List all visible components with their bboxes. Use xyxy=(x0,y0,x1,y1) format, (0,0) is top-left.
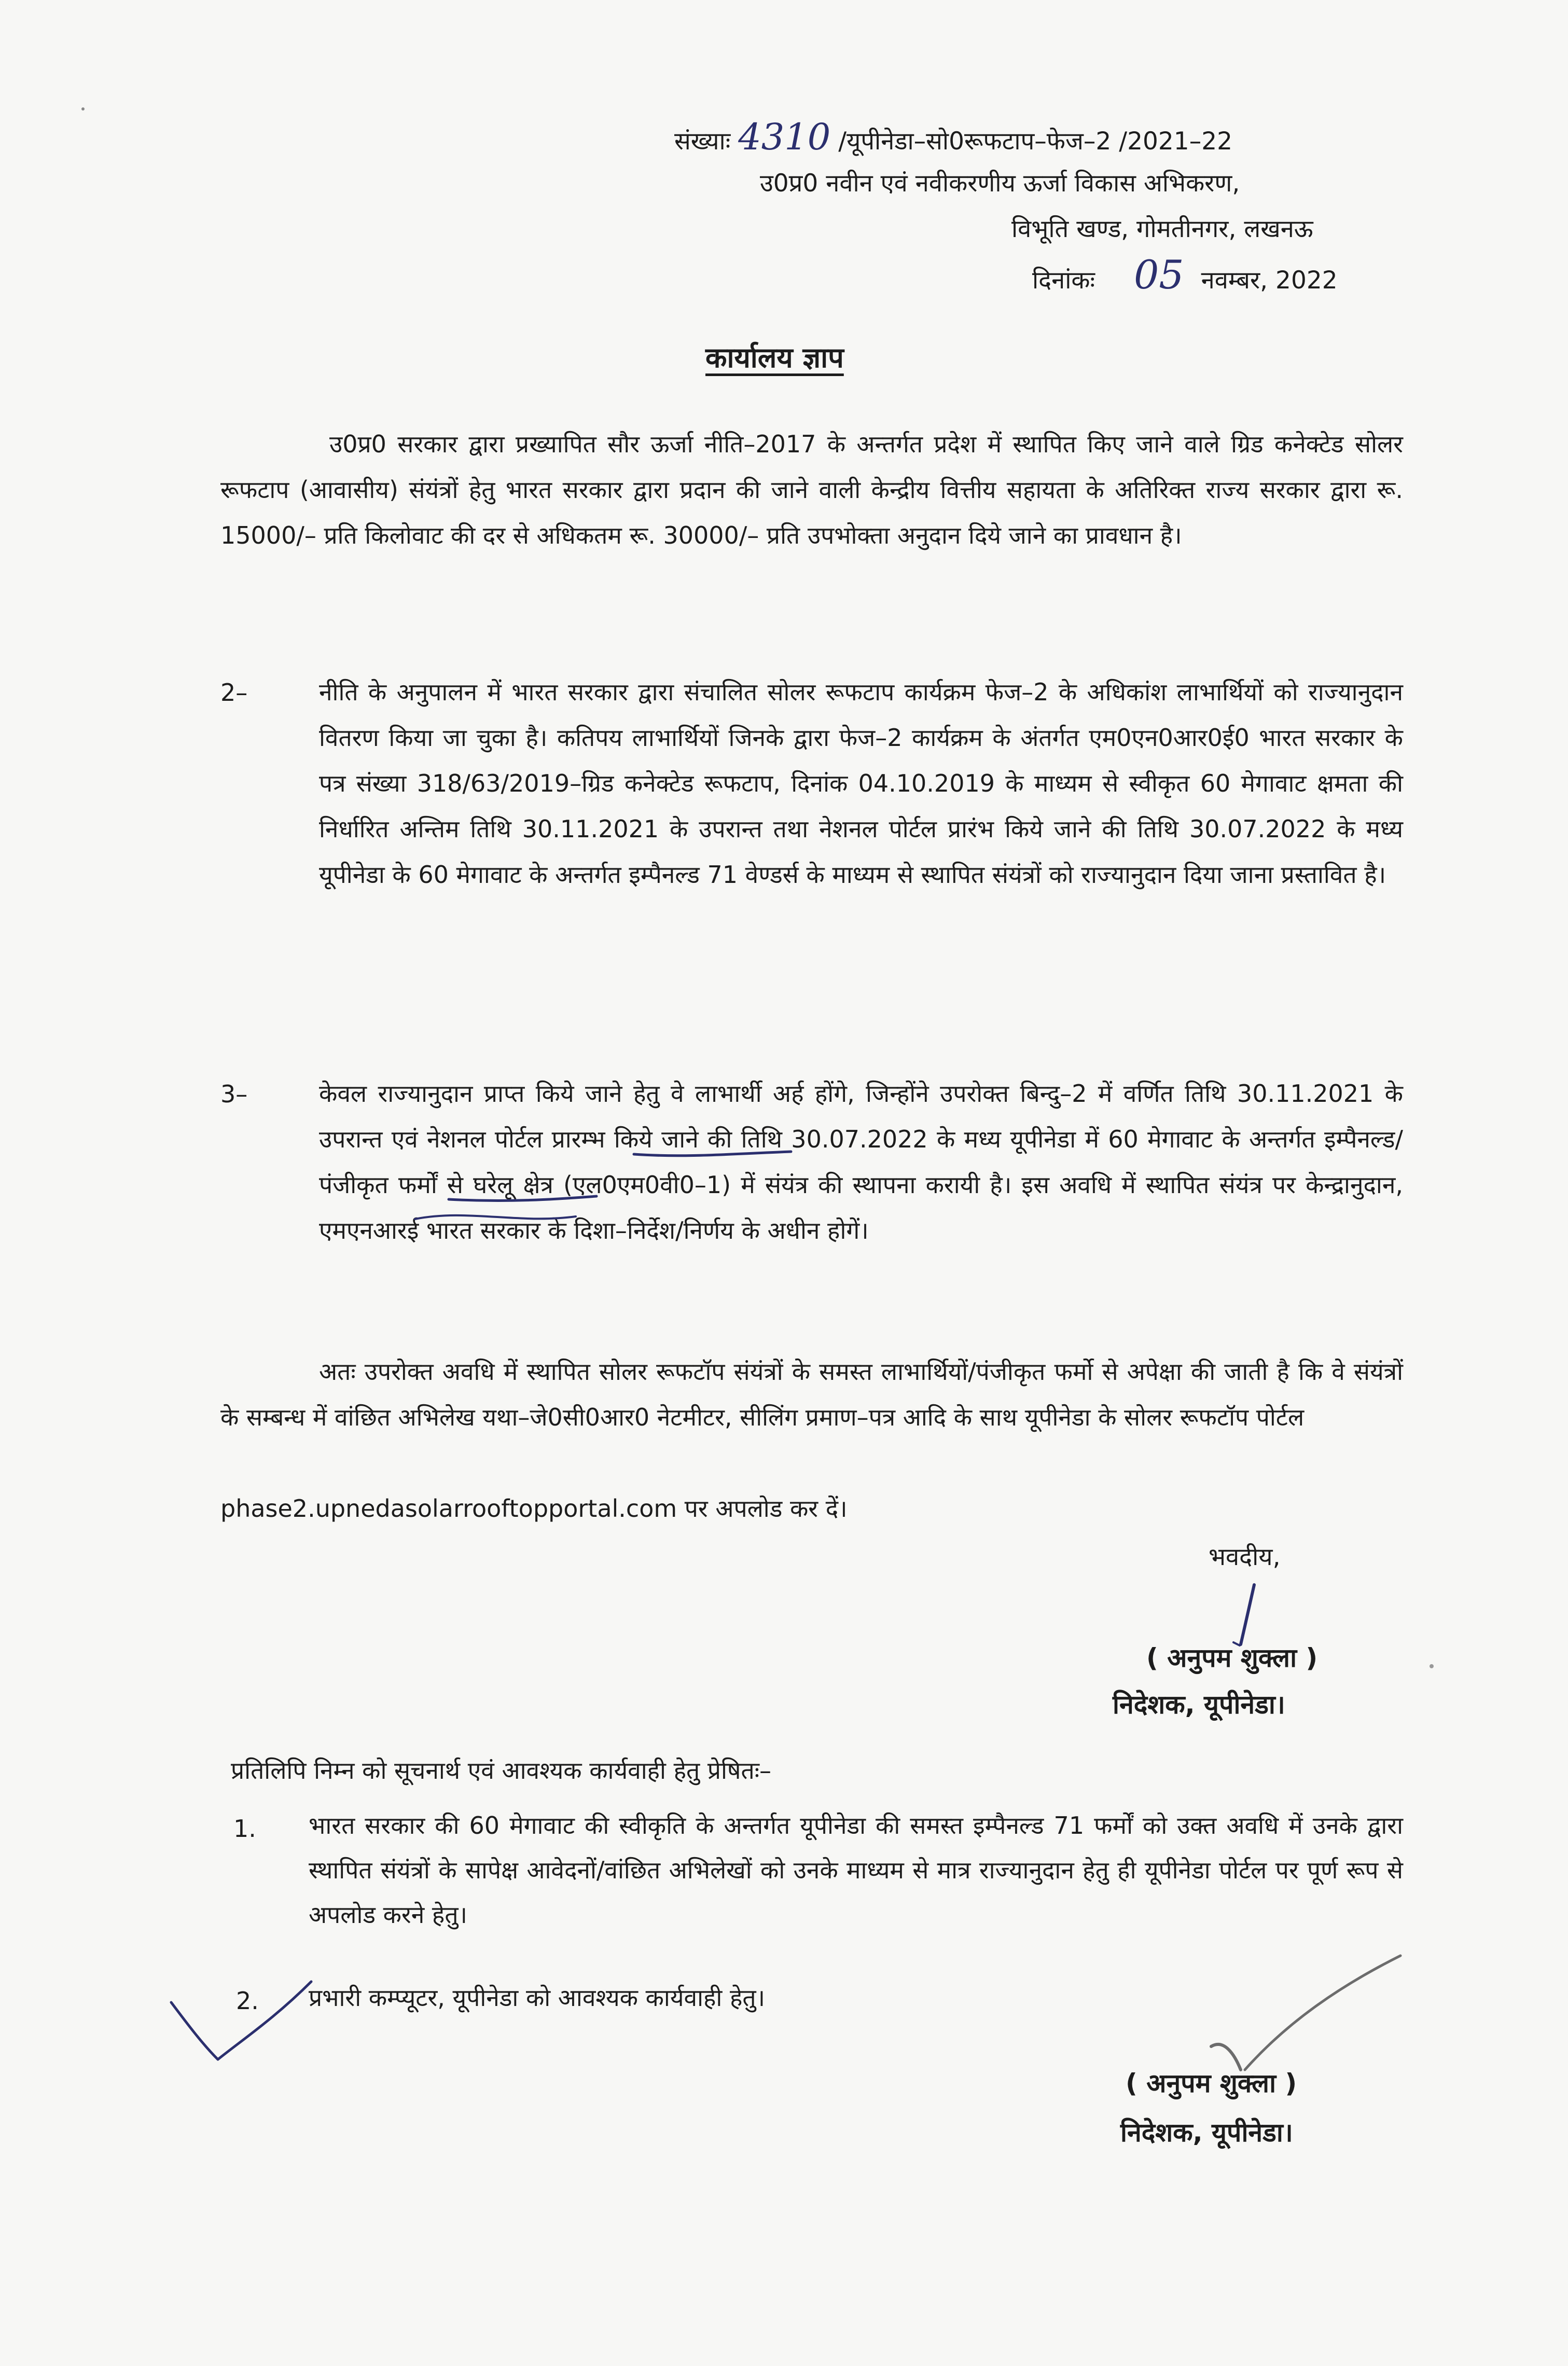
copy-item-2: प्रभारी कम्प्यूटर, यूपीनेडा को आवश्यक कार्यवाही हेतु। xyxy=(309,1984,766,2012)
speck-1 xyxy=(81,107,85,110)
handwritten-reference-number: 4310 xyxy=(738,116,831,158)
closing-salutation: भवदीय, xyxy=(1209,1543,1281,1571)
signature-stroke-2 xyxy=(1211,2044,1241,2070)
date-label: दिनांकः xyxy=(1032,266,1095,295)
signature-stroke-1b xyxy=(1233,1642,1240,1645)
address-line: विभूति खण्ड, गोमतीनगर, लखनऊ xyxy=(1011,215,1313,243)
signature-stroke-2b xyxy=(1245,1956,1400,2070)
speck-2 xyxy=(1430,1664,1434,1668)
date-month-year: नवम्बर, 2022 xyxy=(1201,266,1338,295)
signatory-designation: निदेशक, यूपीनेडा। xyxy=(1113,1690,1285,1720)
paragraph-1: उ0प्र0 सरकार द्वारा प्रख्यापित सौर ऊर्जा नीति–2017 के अन्तर्गत प्रदेश में स्थापित किए जाने वाले ग्रिड कनेक्टेड सोलर रूफटाप (आवासीय) संयंत्रों हेतु भारत सरकार द्वारा प्रदान की जाने वाली केन्द्रीय वित्तीय सहायता के अतिरिक्त राज्य सरकार द्वारा रू. 15000/– प्रति किलोवाट की दर से अधिकतम रू. 30000/– प्रति उपभोक्ता अनुदान दिये जाने का प्रावधान है। xyxy=(220,430,1403,549)
copy-item-2-marker: 2. xyxy=(236,1987,259,2015)
copy-to-intro: प्रतिलिपि निम्न को सूचनार्थ एवं आवश्यक कार्यवाही हेतु प्रेषितः– xyxy=(231,1756,772,1784)
reference-suffix: /यूपीनेडा–सो0रूफटाप–फेज–2 /2021–22 xyxy=(838,127,1232,156)
paragraph-4-tail: पर अपलोड कर दें। xyxy=(684,1495,848,1523)
signatory-name-2: ( अनुपम शुक्ला ) xyxy=(1126,2068,1297,2098)
paragraph-2: नीति के अनुपालन में भारत सरकार द्वारा संचालित सोलर रूफटाप कार्यक्रम फेज–2 के अधिकांश लाभार्थियों को राज्यानुदान वितरण किया जा चुका है। कतिपय लाभार्थियों जिनके द्वारा फेज–2 कार्यक्रम के अंतर्गत एम0एन0आर0ई0 भारत सरकार के पत्र संख्या 318/63/2019–ग्रिड कनेक्टेड रूफटाप, दिनांक 04.10.2019 के माध्यम से स्वीकृत 60 मेगावाट क्षमता की निर्धारित अन्तिम तिथि 30.11.2021 के उपरान्त तथा नेशनल पोर्टल प्रारंभ किये जाने की तिथि 30.07.2022 के मध्य यूपीनेडा के 60 मेगावाट के अन्तर्गत इम्पैनल्ड 71 वेण्डर्स के माध्यम से स्थापित संयंत्रों को राज्यानुदान दिया जाना प्रस्तावित है। xyxy=(319,678,1403,889)
pen-underline-date-2 xyxy=(449,1196,596,1200)
copy-item-1: भारत सरकार की 60 मेगावाट की स्वीकृति के अन्तर्गत यूपीनेडा की समस्त इम्पैनल्ड 71 फर्मों को उक्त अवधि में उनके द्वारा स्थापित संयंत्रों के सापेक्ष आवेदनों/वांछित अभिलेखों को उनके माध्यम से मात्र राज्यानुदान हेतु ही यूपीनेडा पोर्टल पर पूर्ण रूप से अपलोड करने हेतु। xyxy=(309,1811,1403,1929)
memo-title: कार्यालय ज्ञाप xyxy=(705,341,844,374)
signatory-name: ( अनुपम शुक्ला ) xyxy=(1146,1643,1318,1673)
pen-underline-date-1 xyxy=(634,1152,791,1156)
tick-mark xyxy=(171,1982,311,2059)
copy-item-1-marker: 1. xyxy=(233,1815,256,1843)
pen-stroke-mark xyxy=(415,1215,576,1219)
reference-label: संख्याः xyxy=(674,127,731,156)
paragraph-2-marker: 2– xyxy=(220,679,248,707)
paragraph-3: केवल राज्यानुदान प्राप्त किये जाने हेतु वे लाभार्थी अर्ह होंगे, जिन्होंने उपरोक्त बिन्दु–2 में वर्णित तिथि 30.11.2021 के उपरान्त एवं नेशनल पोर्टल प्रारम्भ किये जाने की तिथि 30.07.2022 के मध्य यूपीनेडा में 60 मेगावाट के अन्तर्गत इम्पैनल्ड/पंजीकृत फर्मों से घरेलू क्षेत्र (एल0एम0वी0–1) में संयंत्र की स्थापना करायी है। इस अवधि में स्थापित संयंत्र पर केन्द्रानुदान, एमएनआरई भारत सरकार के दिशा–निर्देश/निर्णय के अधीन होगें। xyxy=(319,1080,1403,1244)
signature-stroke-1 xyxy=(1241,1585,1254,1644)
organization-line: उ0प्र0 नवीन एवं नवीकरणीय ऊर्जा विकास अभिकरण, xyxy=(760,169,1240,198)
paragraph-3-marker: 3– xyxy=(220,1080,248,1108)
paragraph-4: अतः उपरोक्त अवधि में स्थापित सोलर रूफटॉप संयंत्रों के समस्त लाभार्थियों/पंजीकृत फर्मो से अपेक्षा की जाती है कि वे संयंत्रों के सम्बन्ध में वांछित अभिलेख यथा–जे0सी0आर0 नेटमीटर, सीलिंग प्रमाण–पत्र आदि के साथ यूपीनेडा के सोलर रूफटॉप पोर्टल xyxy=(220,1358,1403,1431)
signatory-designation-2: निदेशक, यूपीनेडा। xyxy=(1120,2118,1293,2148)
handwritten-date-day: 05 xyxy=(1133,252,1184,298)
portal-url: phase2.upnedasolarrooftopportal.com xyxy=(220,1495,677,1523)
